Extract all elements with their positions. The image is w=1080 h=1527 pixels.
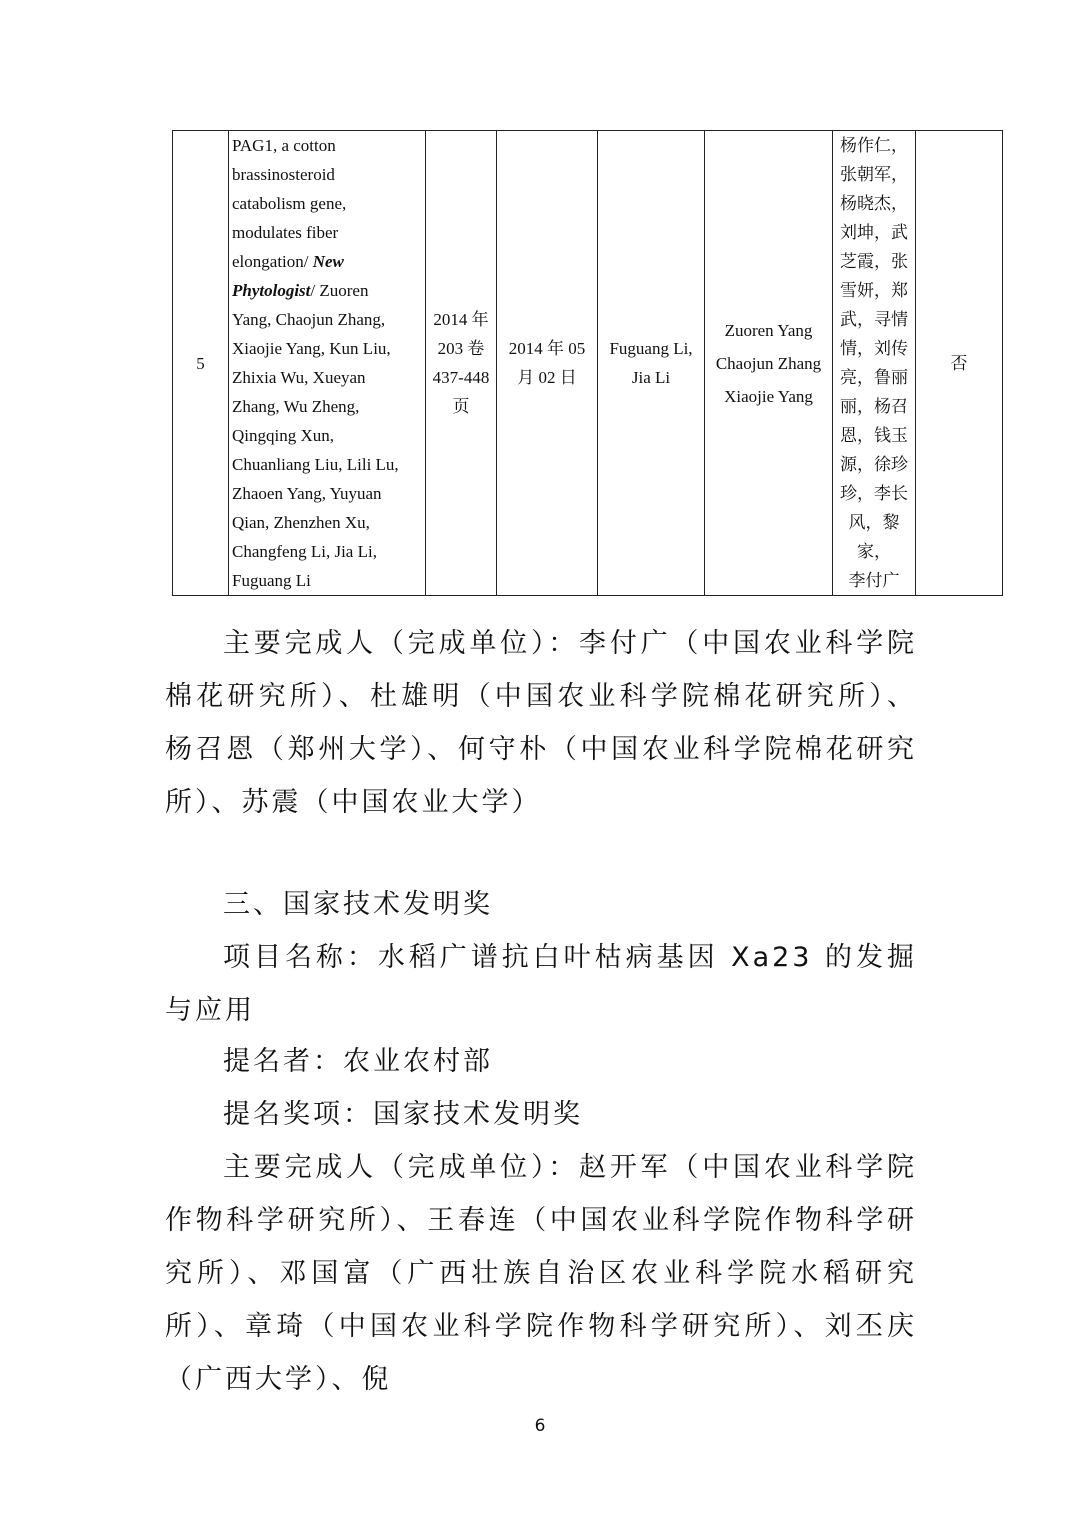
author-line: 雪妍，郑 bbox=[840, 281, 908, 300]
title-line: Qingqing Xun, bbox=[232, 426, 334, 445]
title-line: Yang, Chaojun Zhang, bbox=[232, 310, 386, 329]
title-line: brassinosteroid bbox=[232, 165, 335, 184]
title-line: Changfeng Li, Jia Li, bbox=[232, 542, 377, 561]
nominator: 提名者：农业农村部 bbox=[223, 1046, 493, 1077]
author-line: 武，寻情 bbox=[840, 310, 908, 329]
title-line: PAG1, a cotton bbox=[232, 136, 336, 155]
table-row bbox=[173, 131, 1003, 596]
volume-line: 2014 年 bbox=[433, 310, 489, 329]
author-line: 丽，杨召 bbox=[840, 397, 908, 416]
author-line: 风，黎家， bbox=[848, 513, 900, 561]
title-line-journal-start: elongation/ New bbox=[232, 252, 344, 271]
author-line: 源，徐珍 bbox=[840, 455, 908, 474]
page-number: 6 bbox=[534, 1416, 546, 1436]
first-author-cell bbox=[705, 131, 833, 596]
title-line: Qian, Zhenzhen Xu, bbox=[232, 513, 370, 532]
date-line: 2014 年 05 bbox=[508, 339, 586, 358]
first-author-line: Chaojun Zhang bbox=[715, 353, 822, 373]
title-line: Xiaojie Yang, Kun Liu, bbox=[232, 339, 391, 358]
author-line: 杨晓杰， bbox=[840, 194, 908, 213]
corresponding-line: Fuguang Li, bbox=[609, 339, 693, 358]
volume-line: 437-448 bbox=[432, 368, 490, 387]
section-heading: 三、国家技术发明奖 bbox=[223, 889, 493, 920]
publish-date-cell bbox=[497, 131, 598, 596]
corresponding-author-cell bbox=[598, 131, 705, 596]
project-name: 项目名称：水稻广谱抗白叶枯病基因 Xa23 的发掘与应用 bbox=[165, 942, 917, 1026]
award-type: 提名奖项：国家技术发明奖 bbox=[223, 1099, 583, 1130]
author-line: 李付广 bbox=[848, 571, 900, 590]
title-line-journal-end: Phytologist/ Zuoren bbox=[232, 281, 369, 300]
first-author-line: Zuoren Yang bbox=[724, 320, 813, 340]
completers-paragraph-2: 主要完成人（完成单位）：赵开军（中国农业科学院作物科学研究所）、王春连（中国农业科学院作物科学研究所）、邓国富（广西壮族自治区农业科学院水稻研究所）、章琦（中国农业科学院作物科学研究所）、刘丕庆（广西大学）、倪 bbox=[165, 1152, 917, 1395]
journal-name-part: New bbox=[312, 252, 344, 271]
row-number: 5 bbox=[173, 131, 229, 596]
author-line: 刘坤，武 bbox=[840, 223, 908, 242]
first-author-line: Xiaojie Yang bbox=[724, 386, 813, 406]
author-line: 恩，钱玉 bbox=[840, 426, 908, 445]
title-line: Chuanliang Liu, Lili Lu, bbox=[232, 455, 399, 474]
volume-pages-cell bbox=[426, 131, 497, 596]
volume-line: 页 bbox=[452, 397, 470, 416]
title-line: Fuguang Li bbox=[232, 571, 311, 590]
all-authors-cell bbox=[833, 131, 916, 596]
title-line: Zhaoen Yang, Yuyuan bbox=[232, 484, 382, 503]
author-line: 张朝军， bbox=[840, 165, 908, 184]
journal-name-part: Phytologist bbox=[232, 281, 311, 300]
title-line: modulates fiber bbox=[232, 223, 339, 242]
paper-title-cell bbox=[229, 131, 426, 596]
author-line: 亮，鲁丽 bbox=[840, 368, 908, 387]
author-line: 杨作仁， bbox=[840, 136, 908, 155]
title-line: Zhang, Wu Zheng, bbox=[232, 397, 360, 416]
paper-table bbox=[172, 130, 1003, 596]
date-line: 月 02 日 bbox=[517, 368, 577, 387]
title-line: Zhixia Wu, Xueyan bbox=[232, 368, 366, 387]
volume-line: 203 卷 bbox=[437, 339, 485, 358]
completers-paragraph-1: 主要完成人（完成单位）：李付广（中国农业科学院棉花研究所）、杜雄明（中国农业科学院棉花研究所）、杨召恩（郑州大学）、何守朴（中国农业科学院棉花研究所）、苏震（中国农业大学） bbox=[165, 628, 917, 818]
corresponding-line: Jia Li bbox=[631, 368, 671, 387]
title-line: catabolism gene, bbox=[232, 194, 347, 213]
intl-collab-cell: 否 bbox=[916, 131, 1003, 596]
author-line: 珍，李长 bbox=[840, 484, 908, 503]
author-line: 情，刘传 bbox=[840, 339, 908, 358]
author-line: 芝霞，张 bbox=[840, 252, 908, 271]
